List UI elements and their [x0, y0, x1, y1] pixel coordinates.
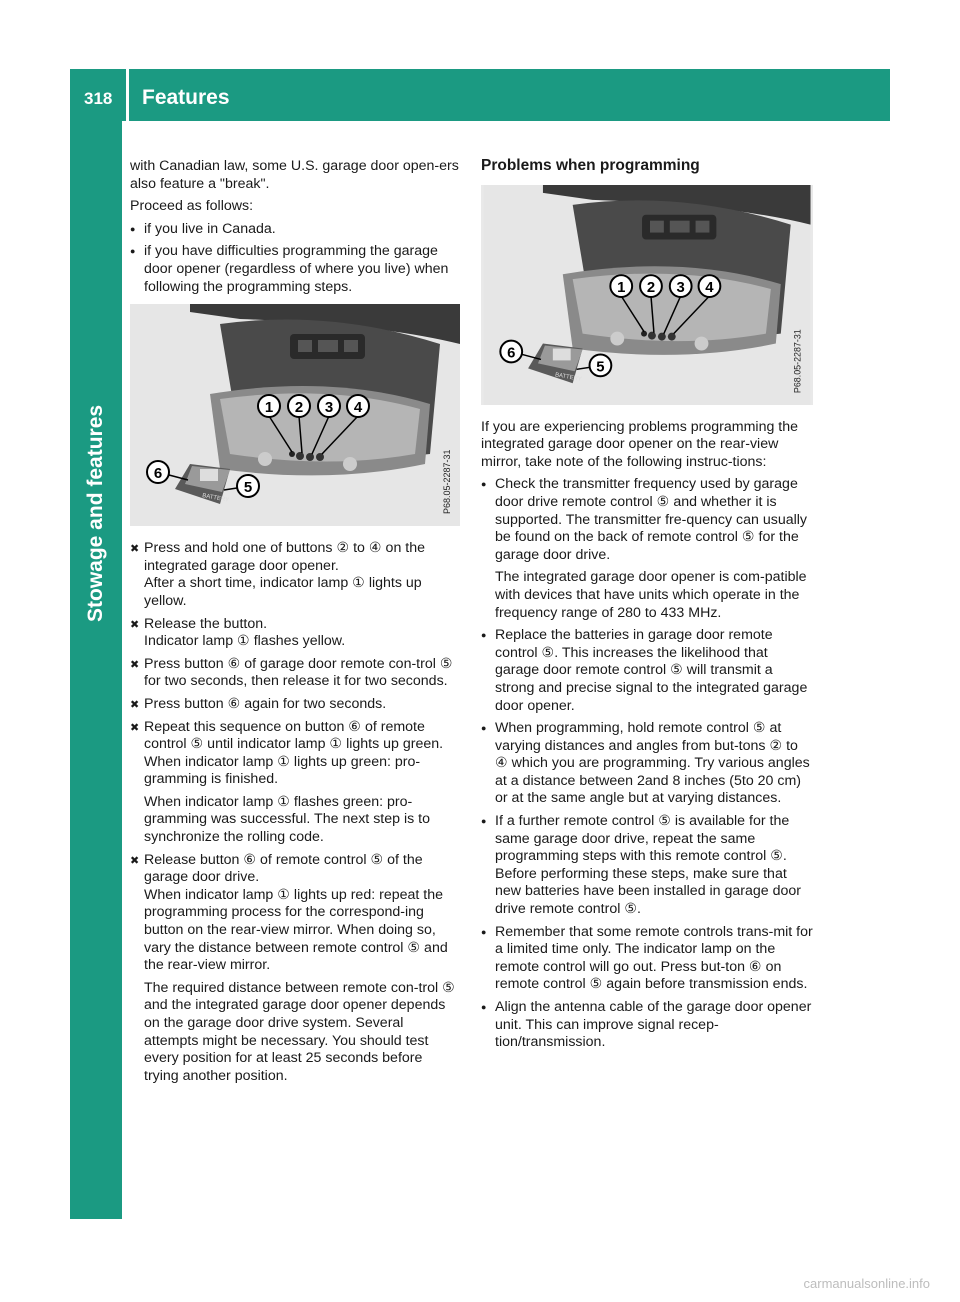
list-item: ● if you have difficulties programming the garage door opener (regardless of where you live) when following the programming steps.: [130, 243, 460, 296]
header-divider: [126, 69, 129, 121]
callout-5: 5: [596, 358, 605, 375]
instruction-step: [130, 719, 460, 847]
chapter-tab: [70, 121, 122, 1219]
list-item-text: ● Align the antenna cable of the garage door opener unit. This can improve signal recep-tion/transmission.: [495, 999, 812, 1051]
intro-text: with Canadian law, some U.S. garage door open-ers also feature a "break".: [130, 158, 459, 192]
step-text: Release button ⑥ of remote control ⑤ of the garage door drive.: [144, 851, 423, 886]
list-item: [481, 627, 813, 715]
callout-1: 1: [617, 279, 626, 296]
chapter-tab-label-wrap: [82, 404, 112, 642]
list-item-text: ● When programming, hold remote control ⑤ at varying distances and angles from but-tons ② to ④ which you are programming. Try various angles at a distance between 2and 8 inches (5to 20 cm) or at the same angle but at varying distances.: [495, 720, 810, 807]
step-arrow-icon: ✖: [130, 618, 140, 631]
list-item-text: ● Replace the batteries in garage door remote control ⑤. This increases the likelihood that garage door remote control ⑤ will transmit a strong and precise signal to the integrated garage door opener.: [495, 627, 808, 714]
list-item: ● if you live in Canada.: [130, 221, 460, 239]
step-result: When indicator lamp ① lights up red: repeat the programming process for the correspond-ing button on the rear-view mirror. When doing so, vary the distance between remote control ⑤ and the rear-view mirror.: [144, 886, 448, 974]
step-result: When indicator lamp ① lights up green: pro-gramming is finished.: [144, 753, 421, 788]
instruction-step: [130, 616, 460, 651]
list-item: [481, 924, 813, 994]
step-result: Indicator lamp ① flashes yellow.: [144, 633, 346, 650]
instruction-step: [130, 540, 460, 610]
problems-heading: Problems when programming: [481, 157, 700, 174]
list-item-text: ● If a further remote control ⑤ is available for the same garage door drive, repeat the same programming steps with this remote control ⑤. Before performing these steps, make sure that new batteries have been installed in garage door drive remote control ⑤.: [495, 813, 802, 918]
step-text: Press and hold one of buttons ② to ④ on the integrated garage door opener.: [144, 540, 425, 574]
callout-3: 3: [676, 279, 685, 296]
watermark-text: carmanualsonline.info: [803, 1276, 930, 1291]
step-text: Press button ⑥ of garage door remote con-trol ⑤ for two seconds, then release it for two seconds.: [144, 655, 453, 690]
step-text: Repeat this sequence on button ⑥ of remote control ⑤ until indicator lamp ① lights up green.: [144, 718, 444, 753]
list-item: [481, 476, 813, 622]
callout-5: 5: [243, 479, 253, 497]
step-arrow-icon: ✖: [130, 721, 140, 734]
section-title: Features: [142, 86, 230, 109]
callout-1: 1: [264, 399, 274, 417]
list-item-text: ● Check the transmitter frequency used by garage door drive remote control ⑤ and whether it is supported. The transmitter fre-quency can usually be found on the back of remote control ⑤ for the garage door drive.: [495, 476, 808, 563]
intro-text: If you are experiencing problems programming the integrated garage door opener on the rear-view mirror, take note of the following instruc-tions:: [481, 418, 799, 470]
right-column: [481, 157, 813, 1057]
callout-4: 4: [705, 279, 714, 296]
left-column: [130, 158, 460, 1090]
callout-3: 3: [324, 399, 334, 417]
battery-label: BATTERY: [201, 493, 230, 504]
image-code: P68.05-2287-31: [792, 328, 803, 393]
callout-2: 2: [646, 279, 656, 296]
proceed-text: Proceed as follows:: [130, 198, 254, 215]
list-item: [481, 999, 813, 1052]
watermark: [0, 1276, 960, 1291]
step-arrow-icon: ✖: [130, 543, 140, 556]
page-number: 318: [84, 89, 113, 108]
step-arrow-icon: ✖: [130, 854, 140, 867]
callout-6: 6: [153, 465, 163, 483]
instruction-step: [130, 696, 460, 714]
callout-2: 2: [294, 399, 304, 417]
step-arrow-icon: ✖: [130, 658, 140, 671]
step-text: Press button ⑥ again for two seconds.: [144, 695, 387, 712]
list-item-text: ● Remember that some remote controls trans-mit for a limited time only. The indicator lamp on the remote control will go out. Press but-ton ⑥ on remote control ⑤ again before transmission ends.: [495, 923, 813, 993]
callout-6: 6: [507, 345, 516, 362]
instruction-step: [130, 656, 460, 691]
mirror-illustration-2: [481, 185, 813, 405]
step-text: Release the button.: [144, 615, 268, 632]
step-result: After a short time, indicator lamp ① lights up yellow.: [144, 575, 422, 609]
chapter-tab-label: Stowage and features: [84, 404, 107, 622]
battery-label: BATTERY: [554, 371, 582, 383]
step-result: The required distance between remote con-trol ⑤ and the integrated garage door opener depends on the garage door drive system. Several attempts might be necessary. You should test every position for at least 25 seconds before trying another position.: [144, 979, 455, 1084]
instruction-step: [130, 852, 460, 1086]
step-arrow-icon: ✖: [130, 698, 140, 711]
image-code: P68.05-2287-31: [442, 449, 452, 515]
list-item: [481, 813, 813, 919]
list-item-note: The integrated garage door opener is com-patible with devices that have units which operate in the frequency range of 280 to 433 MHz.: [495, 569, 807, 621]
mirror-illustration: [130, 304, 460, 526]
step-result: When indicator lamp ① flashes green: pro-gramming was successful. The next step is to synchronize the rolling code.: [144, 793, 430, 846]
list-item: [481, 720, 813, 808]
callout-4: 4: [353, 399, 363, 417]
